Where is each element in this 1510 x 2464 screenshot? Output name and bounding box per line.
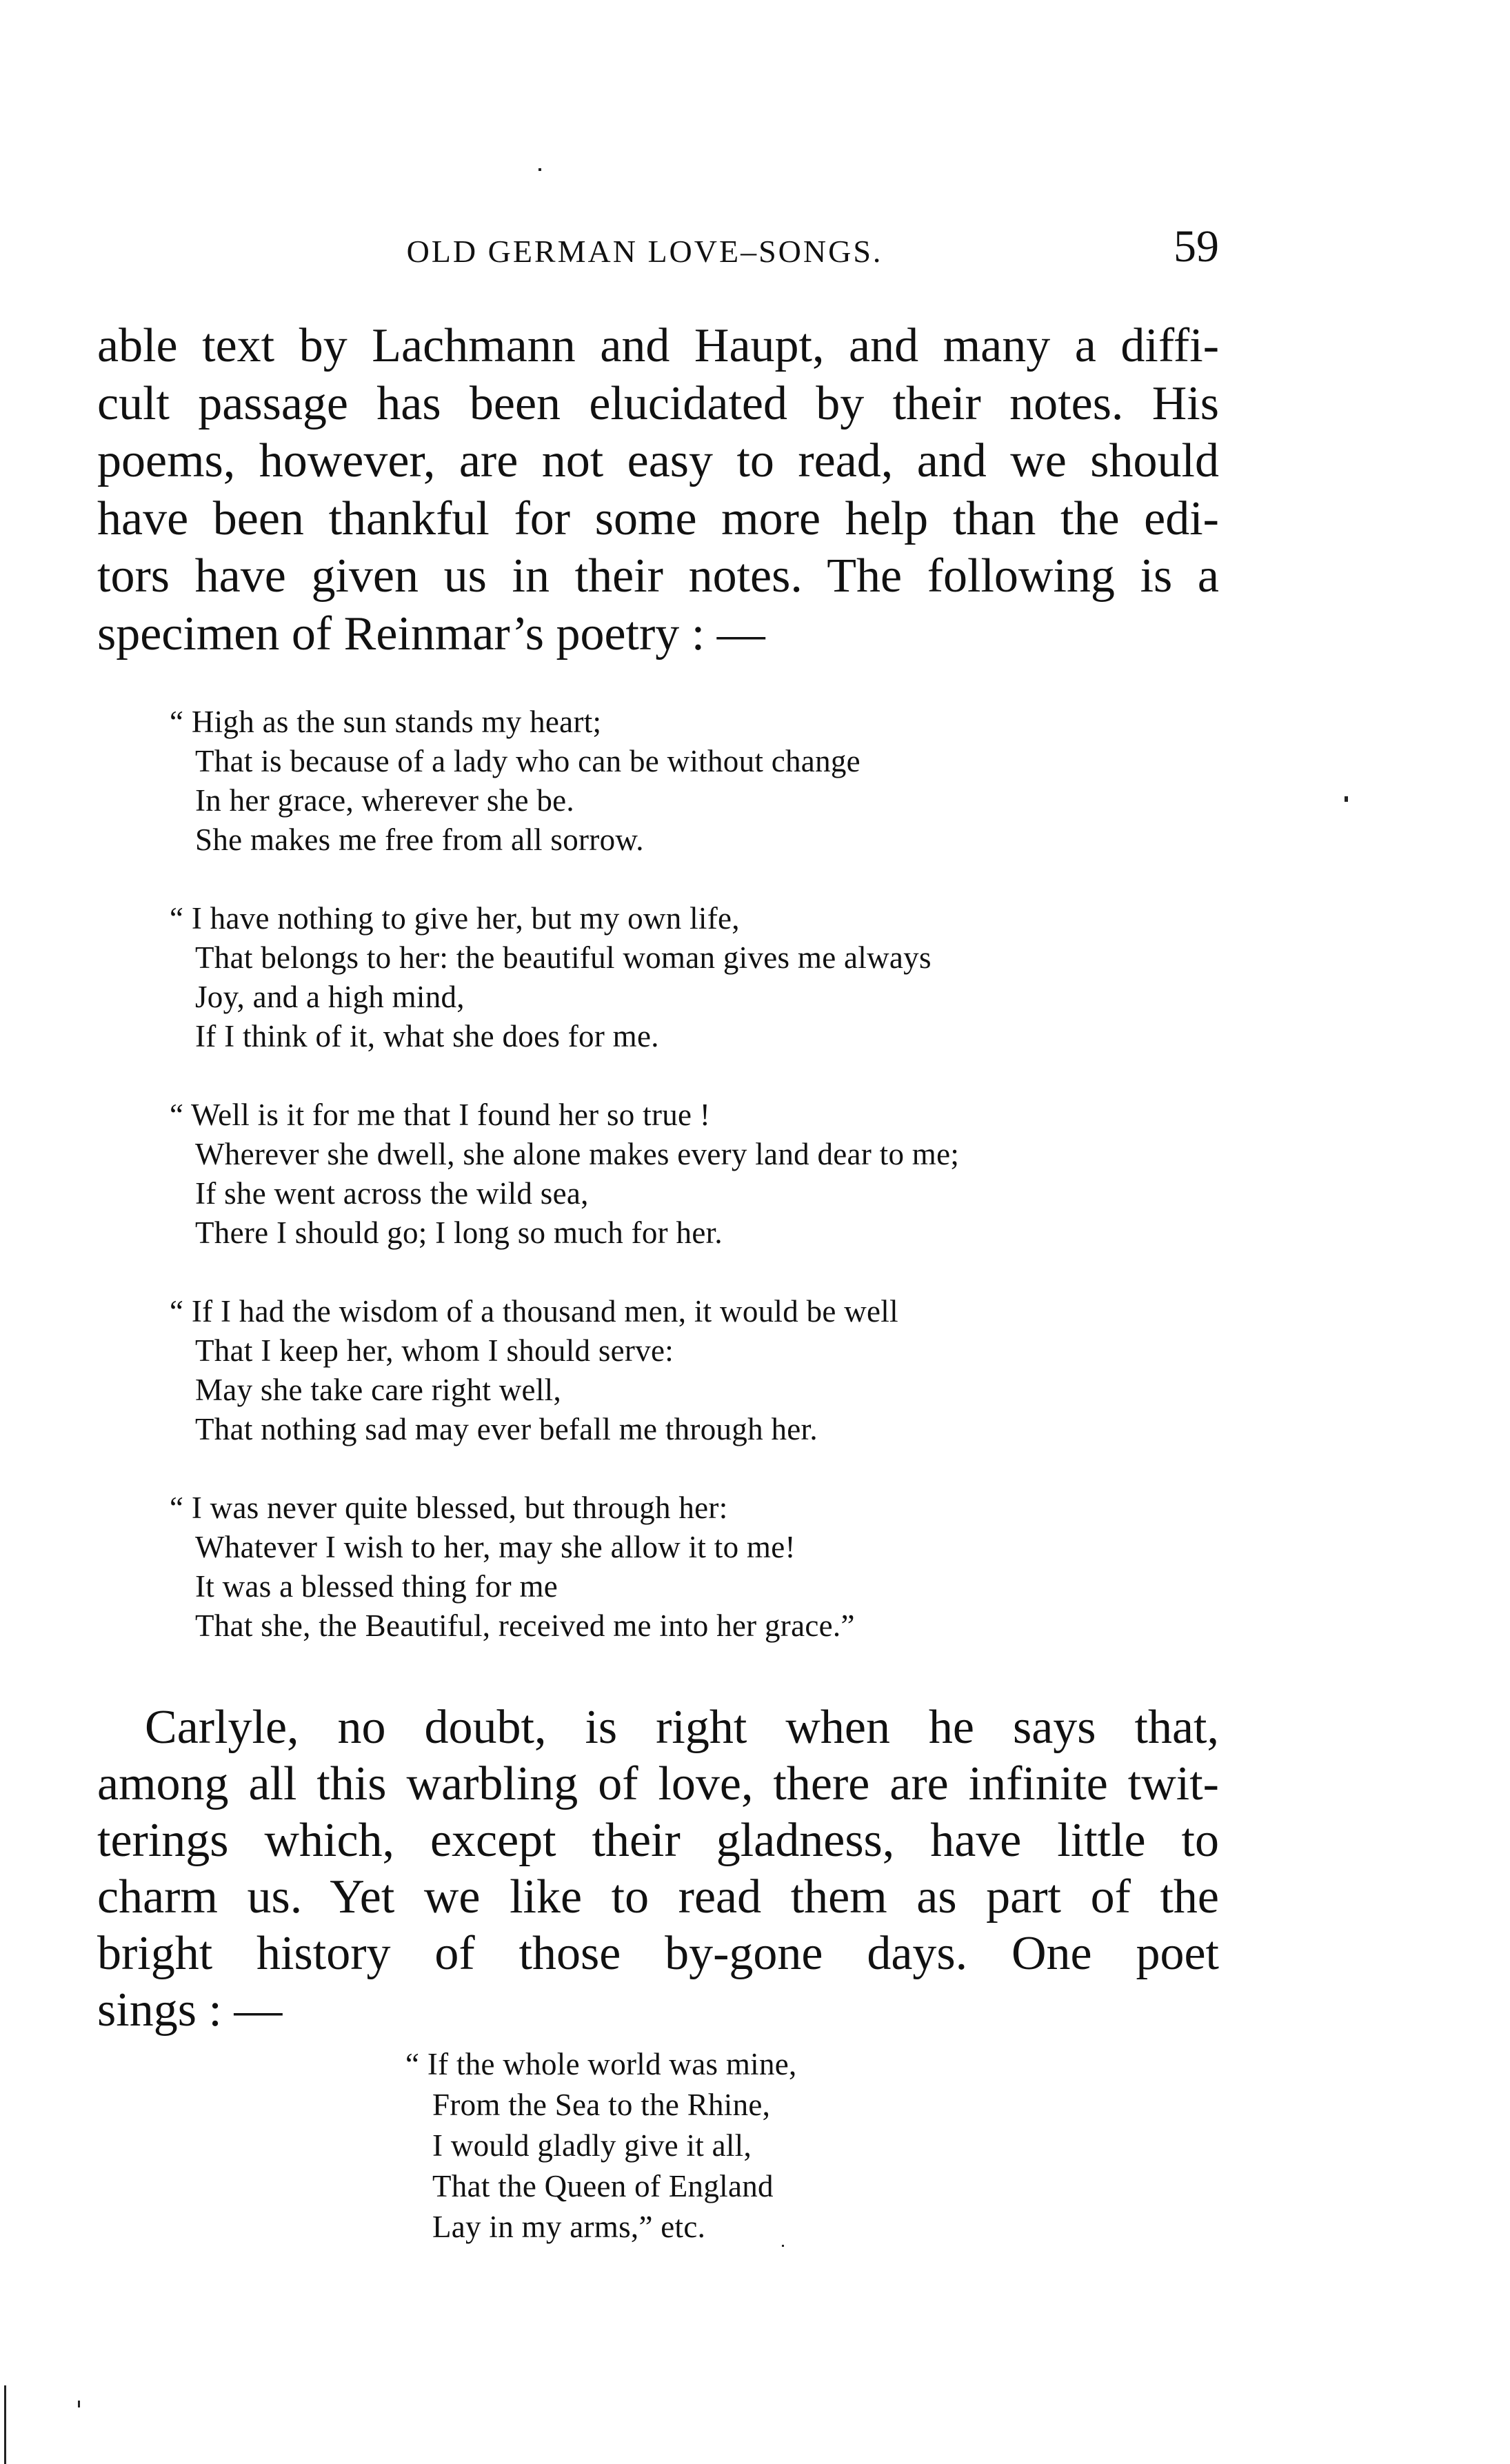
text-line: poems, however, are not easy to read, and we should (97, 434, 1219, 487)
verse-line: That nothing sad may ever befall me through her. (195, 1412, 818, 1446)
verse-line: Wherever she dwell, she alone makes every land dear to me; (195, 1137, 960, 1171)
verse-line: That she, the Beautiful, received me into her grace.” (195, 1608, 855, 1643)
speck (1345, 796, 1348, 802)
verse-line: May she take care right well, (195, 1373, 561, 1407)
verse-line: From the Sea to the Rhine, (432, 2088, 771, 2122)
text-line: Carlyle, no doubt, is right when he says that, (145, 1701, 1219, 1754)
verse-line: Lay in my arms,” etc. (432, 2210, 706, 2244)
page-number: 59 (1174, 221, 1219, 272)
running-header: OLD GERMAN LOVE–SONGS. (406, 234, 883, 269)
text-line: terings which, except their gladness, have little to (97, 1814, 1219, 1867)
verse-line: It was a blessed thing for me (195, 1569, 558, 1604)
verse-line: There I should go; I long so much for her. (195, 1215, 723, 1250)
text-line: cult passage has been elucidated by their notes. His (97, 376, 1219, 430)
verse-line: If I think of it, what she does for me. (195, 1019, 659, 1053)
verse-line: If she went across the wild sea, (195, 1176, 589, 1211)
text-line: charm us. Yet we like to read them as part of the (97, 1870, 1219, 1923)
text-line: sings : — (97, 1983, 283, 2037)
verse-line: “ I have nothing to give her, but my own life, (170, 901, 740, 936)
verse-line: That the Queen of England (432, 2169, 774, 2203)
verse-line: That I keep her, whom I should serve: (195, 1333, 674, 1368)
speck (78, 2401, 80, 2407)
verse-line: Joy, and a high mind, (195, 980, 465, 1014)
text-line: among all this warbling of love, there are infinite twit- (97, 1757, 1219, 1810)
verse-line: I would gladly give it all, (432, 2128, 752, 2163)
verse-line: That is because of a lady who can be without change (195, 744, 860, 778)
text-line: specimen of Reinmar’s poetry : — (97, 607, 765, 660)
speck (538, 168, 541, 171)
text-line: tors have given us in their notes. The following is a (97, 549, 1219, 603)
verse-line: She makes me free from all sorrow. (195, 822, 644, 857)
verse-line: “ High as the sun stands my heart; (170, 705, 602, 739)
text-line: bright history of those by-gone days. One poet (97, 1927, 1219, 1980)
verse-line: “ If I had the wisdom of a thousand men, it would be well (170, 1294, 898, 1329)
verse-line: “ If the whole world was mine, (405, 2047, 797, 2081)
scan-edge-line (4, 2385, 6, 2464)
verse-line: “ Well is it for me that I found her so true ! (170, 1098, 711, 1132)
verse-line: “ I was never quite blessed, but through her: (170, 1491, 728, 1525)
text-line: have been thankful for some more help than the edi- (97, 492, 1219, 545)
verse-line: That belongs to her: the beautiful woman gives me always (195, 940, 932, 975)
verse-line: Whatever I wish to her, may she allow it to me! (195, 1530, 796, 1564)
verse-line: In her grace, wherever she be. (195, 783, 574, 818)
text-line: able text by Lachmann and Haupt, and many a diffi- (97, 319, 1219, 372)
speck (782, 2245, 784, 2247)
